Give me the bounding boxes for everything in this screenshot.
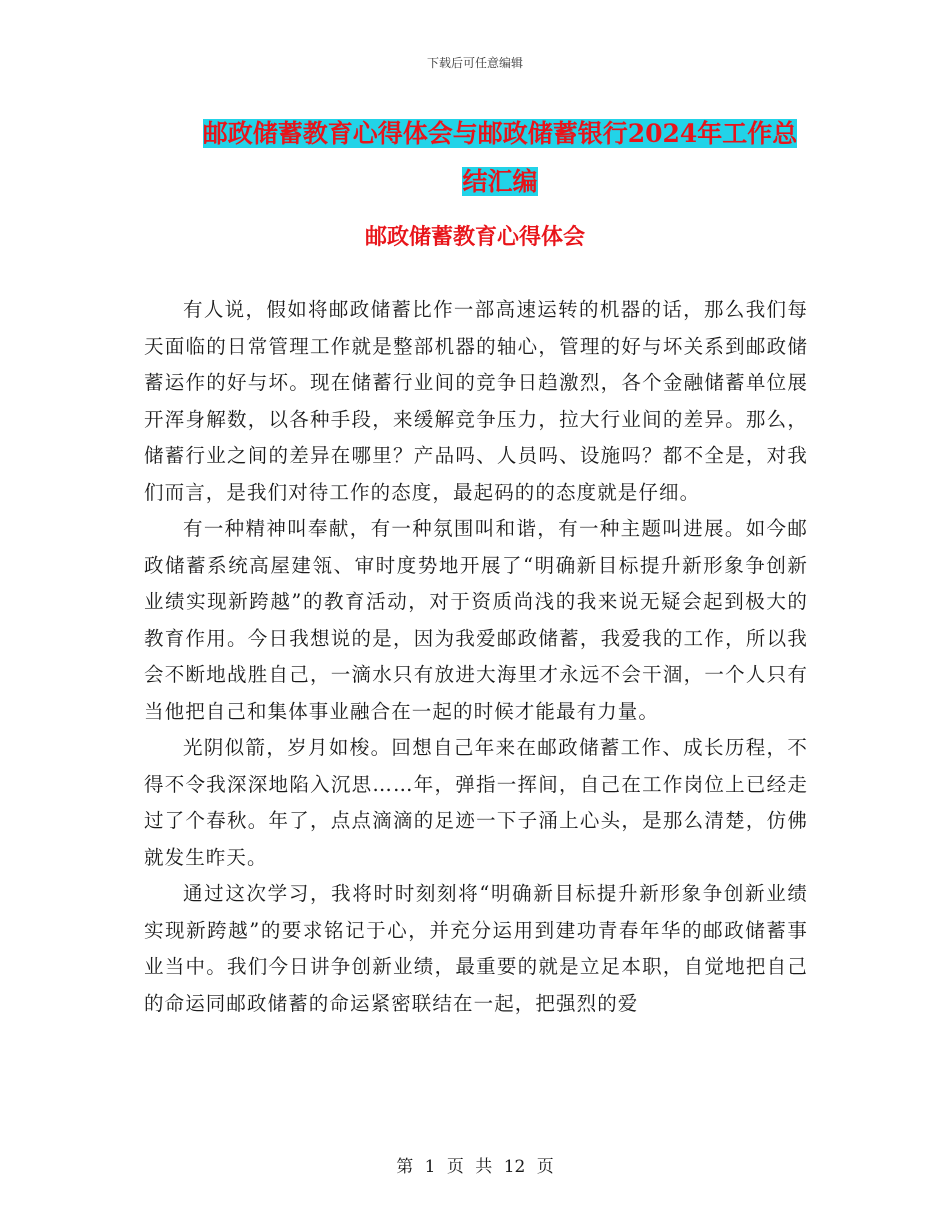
document-title	[100, 110, 900, 206]
header-note: 下载后可任意编辑	[426, 56, 523, 70]
page-number: 第 1 页 共 12 页	[396, 1157, 554, 1177]
paragraph: 有一种精神叫奉献，有一种氛围叫和谐，有一种主题叫进展。如今邮政储蓄系统高屋建瓴、审时度势地开展了“明确新目标提升新形象争创新业绩实现新跨越”的教育活动，对于资质尚浅的我来说无疑会起到极大的教育作用。今日我想说的是，因为我爱邮政储蓄，我爱我的工作，所以我会不断地战胜自己，一滴水只有放进大海里才永远不会干涸，一个人只有当他把自己和集体事业融合在一起的时候才能最有力量。	[144, 517, 808, 723]
document-title-line-2: 结汇编	[462, 167, 538, 196]
document-title-line-1: 邮政储蓄教育心得体会与邮政储蓄银行2024年工作总	[202, 119, 798, 148]
paragraph: 光阴似箭，岁月如梭。回想自己年来在邮政储蓄工作、成长历程，不得不令我深深地陷入沉思……年，弹指一挥间，自己在工作岗位上已经走过了个春秋。年了，点点滴滴的足迹一下子涌上心头，是那么清楚，仿佛就发生昨天。	[144, 736, 808, 869]
paragraph: 有人说，假如将邮政储蓄比作一部高速运转的机器的话，那么我们每天面临的日常管理工作就是整部机器的轴心，管理的好与坏关系到邮政储蓄运作的好与坏。现在储蓄行业间的竞争日趋激烈，各个金融储蓄单位展开浑身解数，以各种手段，来缓解竞争压力，拉大行业间的差异。那么，储蓄行业之间的差异在哪里？产品吗、人员吗、设施吗？都不全是，对我们而言，是我们对待工作的态度，最起码的的态度就是仔细。	[144, 298, 808, 504]
section-title: 邮政储蓄教育心得体会	[364, 224, 585, 250]
body-text	[144, 292, 808, 1022]
paragraph: 通过这次学习，我将时时刻刻将“明确新目标提升新形象争创新业绩实现新跨越”的要求铭记于心，并充分运用到建功青春年华的邮政储蓄事业当中。我们今日讲争创新业绩，最重要的就是立足本职，自觉地把自己的命运同邮政储蓄的命运紧密联结在一起，把强烈的爱	[144, 882, 808, 1015]
